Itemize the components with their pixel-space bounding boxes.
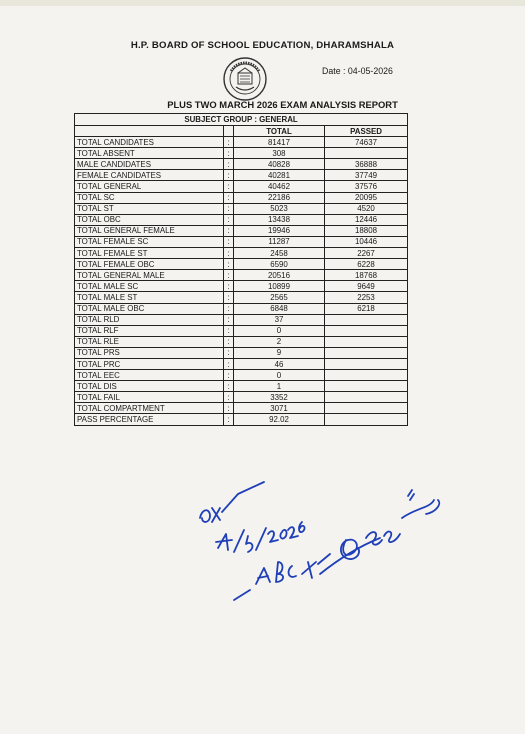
table-row xyxy=(75,336,408,347)
table-row xyxy=(75,325,408,336)
row-separator: : xyxy=(224,181,234,192)
row-passed-value xyxy=(325,314,408,325)
row-passed-value: 12446 xyxy=(325,214,408,225)
table-row xyxy=(75,358,408,369)
row-separator: : xyxy=(224,403,234,414)
row-separator: : xyxy=(224,236,234,247)
row-label: TOTAL FAIL xyxy=(75,392,224,403)
table-row xyxy=(75,259,408,270)
row-label: PASS PERCENTAGE xyxy=(75,414,224,425)
row-separator: : xyxy=(224,270,234,281)
row-passed-value: 37576 xyxy=(325,181,408,192)
row-passed-value xyxy=(325,381,408,392)
row-passed-value xyxy=(325,358,408,369)
row-passed-value: 20095 xyxy=(325,192,408,203)
row-total-value: 2 xyxy=(234,336,325,347)
row-separator: : xyxy=(224,203,234,214)
row-passed-value: 10446 xyxy=(325,236,408,247)
row-separator: : xyxy=(224,170,234,181)
row-total-value: 13438 xyxy=(234,214,325,225)
row-passed-value: 74637 xyxy=(325,137,408,148)
table-row xyxy=(75,270,408,281)
row-separator: : xyxy=(224,358,234,369)
row-total-value: 5023 xyxy=(234,203,325,214)
row-total-value: 3352 xyxy=(234,392,325,403)
table-row xyxy=(75,292,408,303)
row-separator: : xyxy=(224,347,234,358)
row-total-value: 19946 xyxy=(234,225,325,236)
row-separator: : xyxy=(224,392,234,403)
row-passed-value: 36888 xyxy=(325,159,408,170)
row-total-value: 20516 xyxy=(234,270,325,281)
row-passed-value xyxy=(325,370,408,381)
row-total-value: 0 xyxy=(234,370,325,381)
row-label: TOTAL RLF xyxy=(75,325,224,336)
row-passed-value xyxy=(325,148,408,159)
table-row xyxy=(75,370,408,381)
row-label: TOTAL FEMALE ST xyxy=(75,248,224,259)
column-header-total: TOTAL xyxy=(234,126,325,137)
row-total-value: 40462 xyxy=(234,181,325,192)
row-label: TOTAL GENERAL xyxy=(75,181,224,192)
table-row xyxy=(75,403,408,414)
report-title: PLUS TWO MARCH 2026 EXAM ANALYSIS REPORT xyxy=(167,99,398,110)
row-label: TOTAL FEMALE OBC xyxy=(75,259,224,270)
row-passed-value xyxy=(325,403,408,414)
row-total-value: 3071 xyxy=(234,403,325,414)
row-label: TOTAL COMPARTMENT xyxy=(75,403,224,414)
row-separator: : xyxy=(224,336,234,347)
row-label: TOTAL MALE ST xyxy=(75,292,224,303)
row-total-value: 308 xyxy=(234,148,325,159)
row-passed-value xyxy=(325,325,408,336)
table-row xyxy=(75,314,408,325)
row-total-value: 9 xyxy=(234,347,325,358)
row-label: TOTAL MALE OBC xyxy=(75,303,224,314)
row-total-value: 40281 xyxy=(234,170,325,181)
row-separator: : xyxy=(224,214,234,225)
row-separator: : xyxy=(224,248,234,259)
table-row xyxy=(75,281,408,292)
row-separator: : xyxy=(224,370,234,381)
row-total-value: 2458 xyxy=(234,248,325,259)
table-row xyxy=(75,181,408,192)
row-label: TOTAL FEMALE SC xyxy=(75,236,224,247)
row-total-value: 40828 xyxy=(234,159,325,170)
row-label: TOTAL ABSENT xyxy=(75,148,224,159)
row-separator: : xyxy=(224,148,234,159)
row-passed-value: 18768 xyxy=(325,270,408,281)
row-total-value: 2565 xyxy=(234,292,325,303)
subject-group-label: SUBJECT GROUP : GENERAL xyxy=(75,114,408,126)
table-row xyxy=(75,347,408,358)
table-row xyxy=(75,225,408,236)
table-row xyxy=(75,148,408,159)
row-passed-value xyxy=(325,414,408,425)
row-label: TOTAL SC xyxy=(75,192,224,203)
row-total-value: 22186 xyxy=(234,192,325,203)
table-row xyxy=(75,414,408,425)
row-separator: : xyxy=(224,137,234,148)
row-label: TOTAL CANDIDATES xyxy=(75,137,224,148)
row-label: FEMALE CANDIDATES xyxy=(75,170,224,181)
row-separator: : xyxy=(224,159,234,170)
top-edge-band xyxy=(0,0,525,6)
row-passed-value: 2267 xyxy=(325,248,408,259)
row-label: TOTAL RLE xyxy=(75,336,224,347)
row-passed-value: 6228 xyxy=(325,259,408,270)
board-emblem-icon xyxy=(222,56,268,102)
table-row xyxy=(75,203,408,214)
table-row xyxy=(75,214,408,225)
header-blank-sep xyxy=(224,126,234,137)
row-label: TOTAL DIS xyxy=(75,381,224,392)
row-label: TOTAL PRC xyxy=(75,358,224,369)
row-total-value: 11287 xyxy=(234,236,325,247)
column-header-row xyxy=(75,126,408,137)
row-label: TOTAL GENERAL FEMALE xyxy=(75,225,224,236)
row-separator: : xyxy=(224,192,234,203)
row-label: TOTAL PRS xyxy=(75,347,224,358)
row-label: TOTAL OBC xyxy=(75,214,224,225)
exam-analysis-table xyxy=(74,113,408,426)
row-total-value: 6848 xyxy=(234,303,325,314)
handwritten-signature-annotation xyxy=(180,478,460,608)
row-total-value: 37 xyxy=(234,314,325,325)
board-name: H.P. BOARD OF SCHOOL EDUCATION, DHARAMSHALA xyxy=(130,40,395,51)
row-label: TOTAL MALE SC xyxy=(75,281,224,292)
table-row xyxy=(75,248,408,259)
row-total-value: 46 xyxy=(234,358,325,369)
row-separator: : xyxy=(224,292,234,303)
row-total-value: 10899 xyxy=(234,281,325,292)
table-row xyxy=(75,137,408,148)
row-total-value: 1 xyxy=(234,381,325,392)
row-passed-value: 2253 xyxy=(325,292,408,303)
row-separator: : xyxy=(224,314,234,325)
row-passed-value: 9649 xyxy=(325,281,408,292)
row-total-value: 81417 xyxy=(234,137,325,148)
row-passed-value: 6218 xyxy=(325,303,408,314)
row-passed-value: 37749 xyxy=(325,170,408,181)
row-passed-value xyxy=(325,347,408,358)
row-passed-value xyxy=(325,336,408,347)
table-row xyxy=(75,159,408,170)
row-separator: : xyxy=(224,381,234,392)
row-total-value: 6590 xyxy=(234,259,325,270)
row-label: TOTAL EEC xyxy=(75,370,224,381)
row-passed-value: 4520 xyxy=(325,203,408,214)
table-row xyxy=(75,192,408,203)
row-label: TOTAL ST xyxy=(75,203,224,214)
row-total-value: 0 xyxy=(234,325,325,336)
table-row xyxy=(75,170,408,181)
row-label: TOTAL GENERAL MALE xyxy=(75,270,224,281)
row-separator: : xyxy=(224,303,234,314)
row-label: TOTAL RLD xyxy=(75,314,224,325)
table-row xyxy=(75,392,408,403)
row-separator: : xyxy=(224,325,234,336)
row-separator: : xyxy=(224,225,234,236)
subject-group-row xyxy=(75,114,408,126)
row-separator: : xyxy=(224,414,234,425)
report-date: Date : 04-05-2026 xyxy=(322,66,393,76)
header-blank xyxy=(75,126,224,137)
row-passed-value: 18808 xyxy=(325,225,408,236)
table-row xyxy=(75,381,408,392)
row-separator: : xyxy=(224,281,234,292)
row-label: MALE CANDIDATES xyxy=(75,159,224,170)
table-row xyxy=(75,303,408,314)
column-header-passed: PASSED xyxy=(325,126,408,137)
table-row xyxy=(75,236,408,247)
row-separator: : xyxy=(224,259,234,270)
row-passed-value xyxy=(325,392,408,403)
row-total-value: 92.02 xyxy=(234,414,325,425)
